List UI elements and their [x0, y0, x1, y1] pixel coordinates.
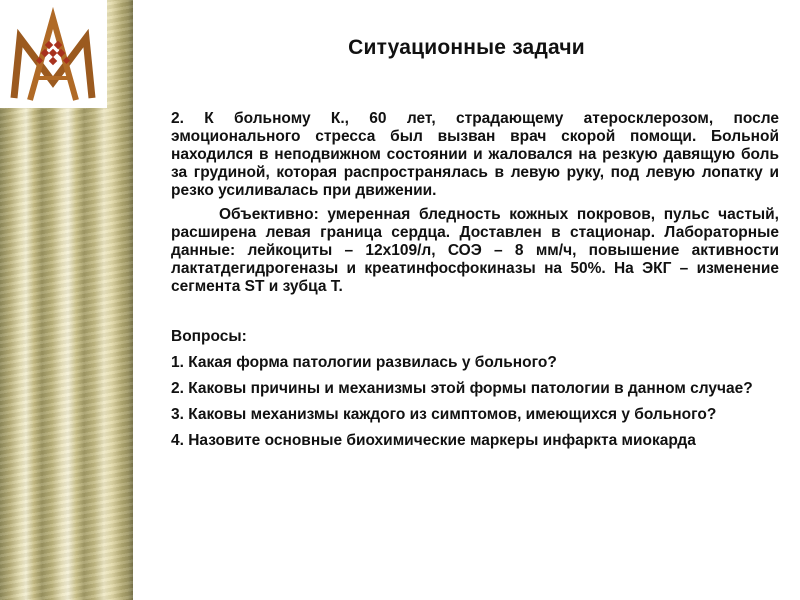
objective-findings: Объективно: умеренная бледность кожных покровов, пульс частый, расширена левая граница сердца. Доставлен в стационар. Лабораторные данные: лейкоциты – 12х109/л, СОЭ – 8 мм/ч, повышение активности лактатдегидрогеназы и креатинфосфокиназы на 50%. На ЭКГ – изменение сегмента ST и зубца Т.: [171, 206, 779, 295]
question-item: 3. Каковы механизмы каждого из симптомов, имеющихся у больного?: [171, 406, 717, 423]
question-item: 1. Какая форма патологии развилась у больного?: [171, 354, 557, 371]
monogram-logo-icon: [0, 0, 107, 108]
task-description: 2. К больному К., 60 лет, страдающему атеросклерозом, после эмоционального стресса был вызван врач скорой помощи. Больной находился в неподвижном состоянии и жаловался на резкую давящую боль за грудиной, которая распространялась в левую руку, под левую лопатку и резко усиливалась при движении.: [171, 110, 779, 199]
question-item: 2. Каковы причины и механизмы этой формы патологии в данном случае?: [171, 380, 753, 397]
question-item: 4. Назовите основные биохимические маркеры инфаркта миокарда: [171, 432, 696, 449]
questions-heading: Вопросы:: [171, 328, 247, 345]
slide-title: Ситуационные задачи: [348, 36, 585, 59]
slide-content: [171, 110, 779, 458]
logo: [0, 0, 107, 108]
questions-list: [171, 354, 779, 450]
